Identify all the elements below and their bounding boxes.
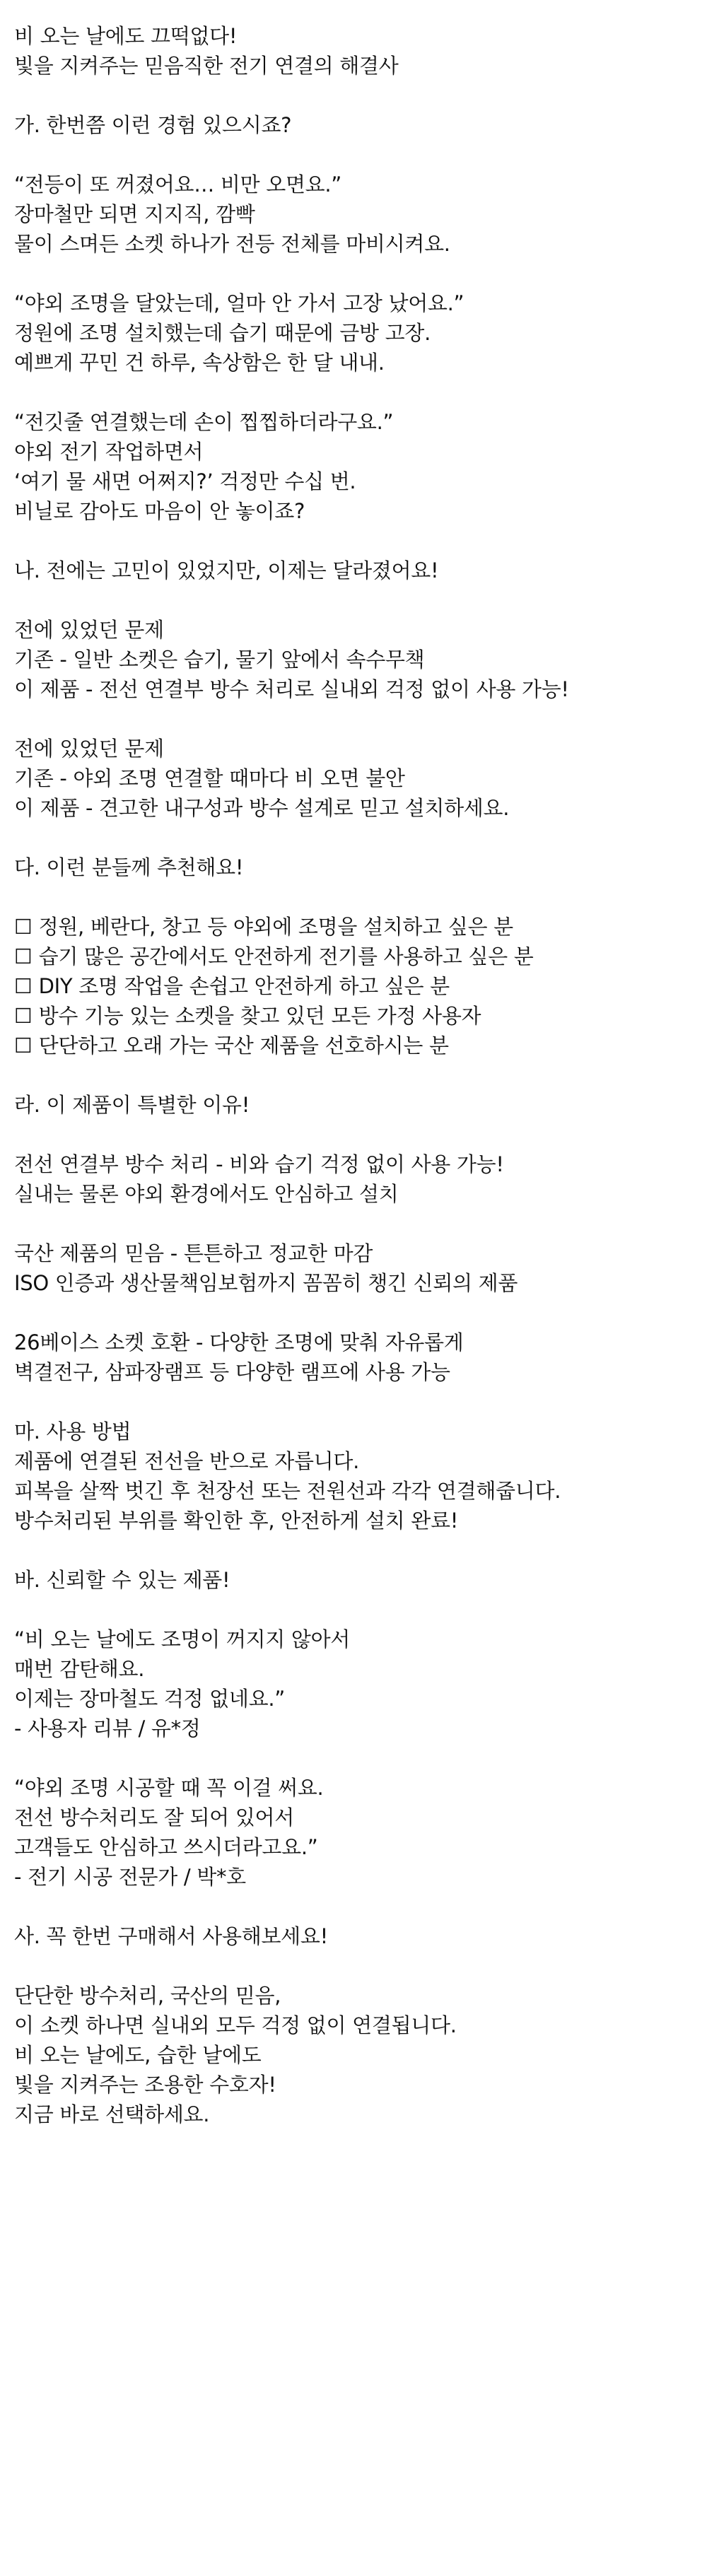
spacer [14, 377, 707, 407]
review-2-author: - 전기 시공 전문가 / 박*호 [14, 1865, 246, 1889]
spacer [14, 1951, 707, 1981]
section-a-quote-1: “전등이 또 꺼졌어요… 비만 오면요.” [14, 172, 342, 197]
review-2-line: 고객들도 안심하고 쓰시더라고요.” [14, 1835, 318, 1859]
intro-subheadline: 빛을 지켜주는 믿음직한 전기 연결의 해결사 [14, 54, 399, 78]
closing-line: 지금 바로 선택하세요. [14, 2102, 210, 2126]
section-a-quote-3-line: 야외 전기 작업하면서 [14, 440, 204, 464]
section-a-quote-3-line: ‘여기 물 새면 어쩌지?’ 걱정만 수십 번. [14, 469, 356, 493]
review-2-line: 전선 방수처리도 잘 되어 있어서 [14, 1805, 294, 1829]
section-a-quote-3-line: 비닐로 감아도 마음이 안 놓이죠? [14, 499, 305, 523]
spacer [14, 823, 707, 853]
problem-2-after: 이 제품 - 견고한 내구성과 방수 설계로 믿고 설치하세요. [14, 796, 510, 820]
section-a-heading: 가. 한번쯤 이런 경험 있으시죠? [14, 113, 292, 137]
section-a-quote-3: “전깃줄 연결했는데 손이 찝찝하더라구요.” [14, 410, 394, 434]
section-a-quote-2-line: 정원에 조명 설치했는데 습기 때문에 금방 고장. [14, 321, 431, 345]
section-a-quote-1-line: 물이 스며든 소켓 하나가 전등 전체를 마비시켜요. [14, 232, 450, 256]
spacer [14, 882, 707, 912]
spacer [14, 1298, 707, 1328]
review-1-line: “비 오는 날에도 조명이 꺼지지 않아서 [14, 1627, 351, 1651]
spacer [14, 1892, 707, 1921]
spacer [14, 704, 707, 734]
problem-1-after: 이 제품 - 전선 연결부 방수 처리로 실내외 걱정 없이 사용 가능! [14, 677, 569, 701]
closing-line: 빛을 지켜주는 조용한 수호자! [14, 2073, 276, 2097]
closing-line: 단단한 방수처리, 국산의 믿음, [14, 1984, 281, 2008]
section-f-heading: 바. 신뢰할 수 있는 제품! [14, 1568, 230, 1592]
recommend-list-item: ☐ 단단하고 오래 가는 국산 제품을 선호하시는 분 [14, 1034, 449, 1058]
problem-2-title: 전에 있었던 문제 [14, 737, 164, 761]
spacer [14, 1387, 707, 1417]
problem-1-before: 기존 - 일반 소켓은 습기, 물기 앞에서 속수무책 [14, 648, 425, 672]
usage-step: 방수처리된 부위를 확인한 후, 안전하게 설치 완료! [14, 1509, 459, 1533]
review-1-line: 이제는 장마철도 걱정 없네요.” [14, 1687, 285, 1711]
section-e-heading: 마. 사용 방법 [14, 1419, 132, 1444]
spacer [14, 1209, 707, 1239]
section-a-quote-2: “야외 조명을 달았는데, 얼마 안 가서 고장 났어요.” [14, 291, 464, 315]
reason-2-desc: ISO 인증과 생산물책임보험까지 꼼꼼히 챙긴 신뢰의 제품 [14, 1271, 518, 1295]
intro-headline: 비 오는 날에도 끄떡없다! [14, 24, 238, 48]
recommend-list-item: ☐ 정원, 베란다, 창고 등 야외에 조명을 설치하고 싶은 분 [14, 915, 513, 939]
spacer [14, 585, 707, 615]
review-1-author: - 사용자 리뷰 / 유*정 [14, 1716, 201, 1740]
recommend-list-item: ☐ DIY 조명 작업을 손쉽고 안전하게 하고 싶은 분 [14, 974, 450, 998]
reason-3-desc: 벽결전구, 삼파장램프 등 다양한 램프에 사용 가능 [14, 1360, 450, 1384]
spacer [14, 1120, 707, 1149]
reason-3-title: 26베이스 소켓 호환 - 다양한 조명에 맞춰 자유롭게 [14, 1330, 464, 1354]
spacer [14, 140, 707, 170]
section-c-heading: 다. 이런 분들께 추천해요! [14, 855, 244, 879]
spacer [14, 81, 707, 110]
review-2-line: “야외 조명 시공할 때 꼭 이걸 써요. [14, 1776, 324, 1800]
review-1-line: 매번 감탄해요. [14, 1657, 145, 1681]
recommend-list-item: ☐ 습기 많은 공간에서도 안전하게 전기를 사용하고 싶은 분 [14, 944, 534, 968]
spacer [14, 259, 707, 288]
recommend-list-item: ☐ 방수 기능 있는 소켓을 찾고 있던 모든 가정 사용자 [14, 1004, 481, 1028]
spacer [14, 1595, 707, 1624]
section-d-heading: 라. 이 제품이 특별한 이유! [14, 1093, 250, 1117]
section-a-quote-2-line: 예쁘게 꾸민 건 하루, 속상함은 한 달 내내. [14, 351, 385, 375]
section-a-quote-1-line: 장마철만 되면 지지직, 깜빡 [14, 202, 255, 226]
spacer [14, 1743, 707, 1773]
reason-1-desc: 실내는 물론 야외 환경에서도 안심하고 설치 [14, 1182, 399, 1206]
usage-step: 피복을 살짝 벗긴 후 천장선 또는 전원선과 각각 연결해줍니다. [14, 1479, 561, 1503]
closing-line: 비 오는 날에도, 습한 날에도 [14, 2043, 262, 2067]
section-g-heading: 사. 꼭 한번 구매해서 사용해보세요! [14, 1924, 328, 1948]
spacer [14, 1060, 707, 1090]
spacer [14, 526, 707, 556]
reason-1-title: 전선 연결부 방수 처리 - 비와 습기 걱정 없이 사용 가능! [14, 1152, 504, 1176]
usage-step: 제품에 연결된 전선을 반으로 자릅니다. [14, 1449, 360, 1473]
problem-1-title: 전에 있었던 문제 [14, 618, 164, 642]
reason-2-title: 국산 제품의 믿음 - 튼튼하고 정교한 마감 [14, 1241, 373, 1265]
problem-2-before: 기존 - 야외 조명 연결할 때마다 비 오면 불안 [14, 766, 405, 790]
closing-line: 이 소켓 하나면 실내외 모두 걱정 없이 연결됩니다. [14, 2013, 457, 2037]
spacer [14, 1535, 707, 1565]
section-b-heading: 나. 전에는 고민이 있었지만, 이제는 달라졌어요! [14, 558, 439, 582]
